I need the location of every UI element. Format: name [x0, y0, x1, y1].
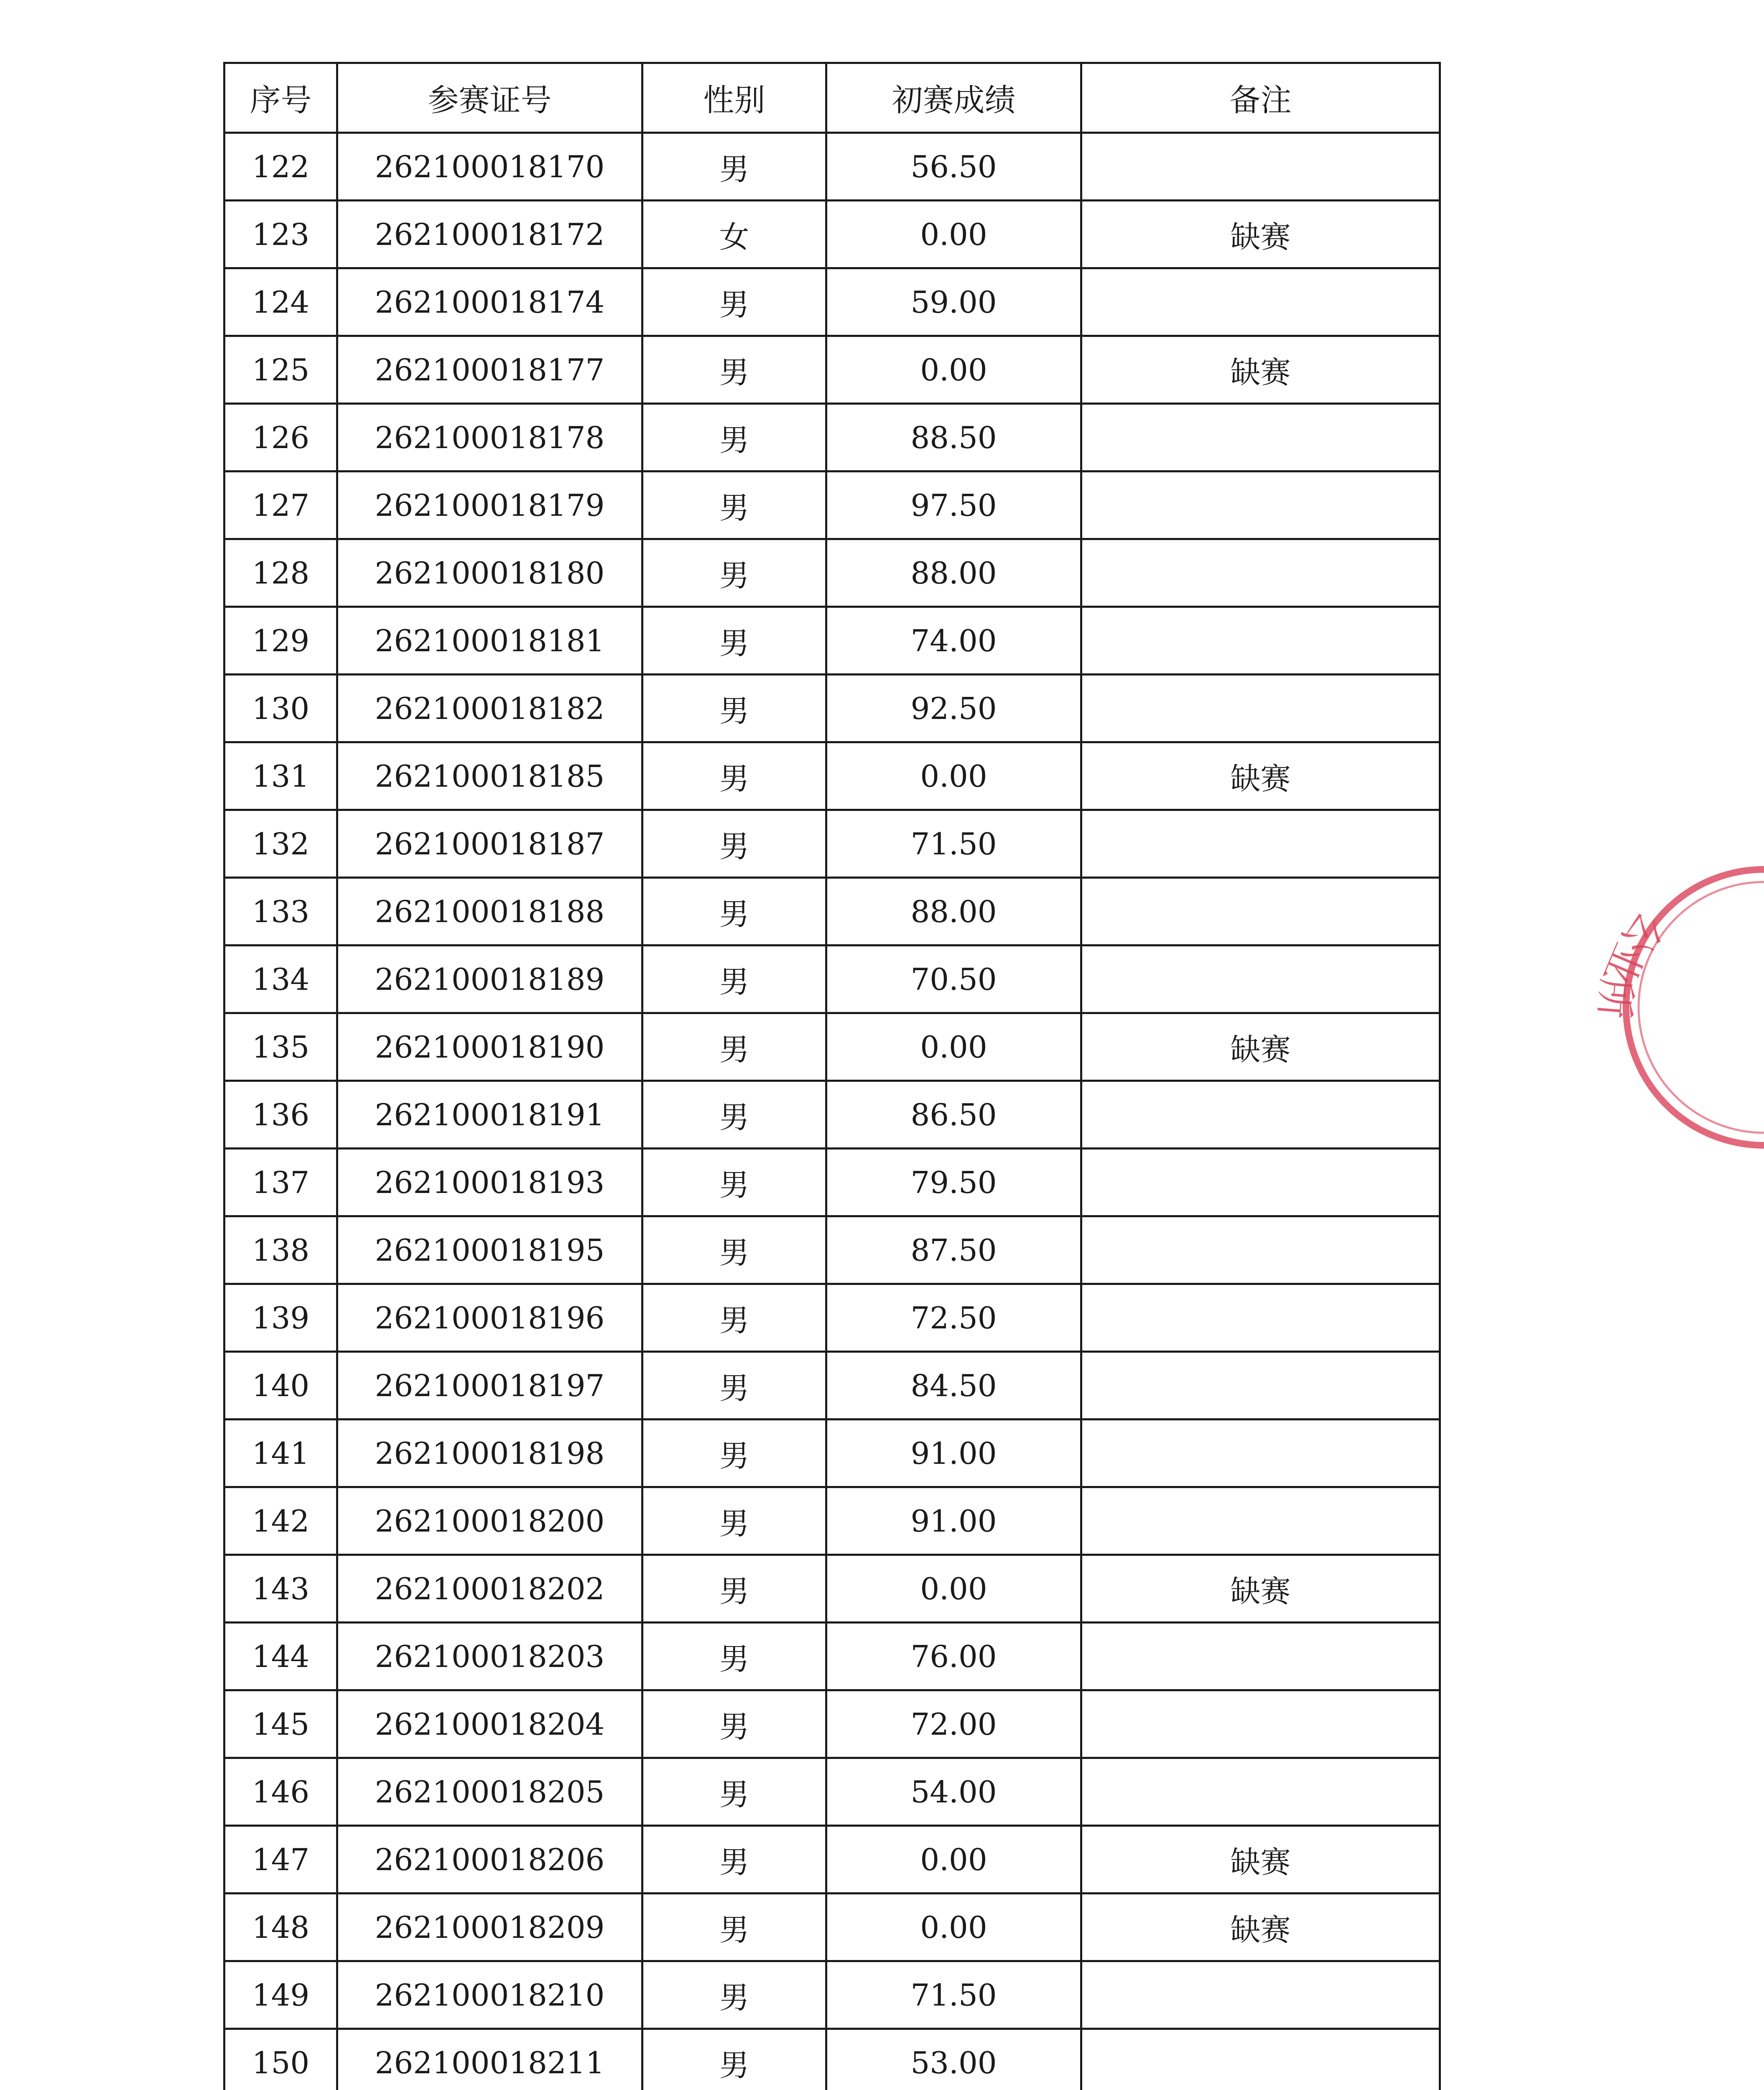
cell-index: 128: [224, 539, 337, 607]
cell-remarks: [1081, 1216, 1440, 1284]
cell-entry-number: 262100018210: [337, 1961, 642, 2029]
cell-gender: 男: [642, 742, 826, 810]
cell-index: 126: [224, 404, 337, 472]
table-row: [224, 675, 1440, 742]
cell-gender: 男: [642, 1487, 826, 1555]
cell-remarks: [1081, 675, 1440, 742]
cell-index: 125: [224, 336, 337, 404]
cell-remarks: 缺赛: [1081, 1555, 1440, 1623]
table-header-row: [224, 63, 1440, 133]
table-row: [224, 201, 1440, 268]
cell-gender: 男: [642, 946, 826, 1013]
cell-index: 140: [224, 1352, 337, 1420]
cell-entry-number: 262100018202: [337, 1555, 642, 1623]
cell-index: 148: [224, 1894, 337, 1961]
header-preliminary-score: 初赛成绩: [826, 63, 1081, 133]
cell-remarks: [1081, 1758, 1440, 1826]
cell-gender: 男: [642, 1826, 826, 1894]
cell-preliminary-score: 71.50: [826, 810, 1081, 878]
cell-preliminary-score: 91.00: [826, 1487, 1081, 1555]
official-seal: [1588, 832, 1764, 1183]
cell-gender: 男: [642, 133, 826, 201]
cell-gender: 男: [642, 810, 826, 878]
cell-gender: 男: [642, 472, 826, 539]
cell-index: 137: [224, 1149, 337, 1216]
cell-gender: 男: [642, 1961, 826, 2029]
cell-gender: 男: [642, 336, 826, 404]
cell-remarks: [1081, 810, 1440, 878]
cell-preliminary-score: 87.50: [826, 1216, 1081, 1284]
cell-entry-number: 262100018209: [337, 1894, 642, 1961]
cell-remarks: 缺赛: [1081, 1826, 1440, 1894]
cell-remarks: [1081, 404, 1440, 472]
cell-gender: 男: [642, 1894, 826, 1961]
cell-entry-number: 262100018203: [337, 1623, 642, 1690]
cell-gender: 男: [642, 1013, 826, 1081]
cell-index: 133: [224, 878, 337, 946]
table-row: [224, 1013, 1440, 1081]
cell-gender: 男: [642, 878, 826, 946]
cell-entry-number: 262100018211: [337, 2029, 642, 2090]
cell-preliminary-score: 0.00: [826, 1555, 1081, 1623]
table-row: [224, 1826, 1440, 1894]
cell-entry-number: 262100018180: [337, 539, 642, 607]
cell-entry-number: 262100018197: [337, 1352, 642, 1420]
cell-remarks: [1081, 607, 1440, 675]
cell-remarks: [1081, 1487, 1440, 1555]
table-row: [224, 1690, 1440, 1758]
cell-preliminary-score: 88.00: [826, 878, 1081, 946]
cell-gender: 男: [642, 404, 826, 472]
cell-index: 143: [224, 1555, 337, 1623]
cell-remarks: 缺赛: [1081, 1013, 1440, 1081]
cell-entry-number: 262100018170: [337, 133, 642, 201]
cell-remarks: [1081, 472, 1440, 539]
cell-index: 123: [224, 201, 337, 268]
cell-index: 141: [224, 1420, 337, 1487]
cell-index: 136: [224, 1081, 337, 1149]
table-row: [224, 1555, 1440, 1623]
cell-preliminary-score: 0.00: [826, 336, 1081, 404]
cell-preliminary-score: 0.00: [826, 1826, 1081, 1894]
cell-remarks: 缺赛: [1081, 201, 1440, 268]
cell-index: 144: [224, 1623, 337, 1690]
cell-gender: 男: [642, 1690, 826, 1758]
cell-preliminary-score: 91.00: [826, 1420, 1081, 1487]
cell-remarks: [1081, 1149, 1440, 1216]
table-row: [224, 1487, 1440, 1555]
table-row: [224, 133, 1440, 201]
header-entry-number: 参赛证号: [337, 63, 642, 133]
cell-preliminary-score: 59.00: [826, 268, 1081, 336]
cell-remarks: [1081, 1961, 1440, 2029]
table-row: [224, 1894, 1440, 1961]
cell-index: 139: [224, 1284, 337, 1352]
cell-preliminary-score: 92.50: [826, 675, 1081, 742]
cell-entry-number: 262100018177: [337, 336, 642, 404]
cell-gender: 男: [642, 268, 826, 336]
cell-remarks: [1081, 946, 1440, 1013]
cell-entry-number: 262100018196: [337, 1284, 642, 1352]
cell-gender: 男: [642, 1758, 826, 1826]
table-row: [224, 1216, 1440, 1284]
table-row: [224, 2029, 1440, 2090]
table-row: [224, 1420, 1440, 1487]
cell-remarks: [1081, 1081, 1440, 1149]
table-row: [224, 1961, 1440, 2029]
cell-entry-number: 262100018190: [337, 1013, 642, 1081]
cell-gender: 男: [642, 1623, 826, 1690]
cell-preliminary-score: 74.00: [826, 607, 1081, 675]
cell-preliminary-score: 72.00: [826, 1690, 1081, 1758]
cell-index: 138: [224, 1216, 337, 1284]
seal-text-path: 公业所: [1590, 903, 1673, 1021]
cell-index: 127: [224, 472, 337, 539]
cell-remarks: [1081, 539, 1440, 607]
cell-index: 134: [224, 946, 337, 1013]
cell-entry-number: 262100018187: [337, 810, 642, 878]
table-row: [224, 1623, 1440, 1690]
cell-preliminary-score: 56.50: [826, 133, 1081, 201]
cell-gender: 男: [642, 539, 826, 607]
cell-index: 149: [224, 1961, 337, 2029]
table-row: [224, 810, 1440, 878]
cell-remarks: 缺赛: [1081, 336, 1440, 404]
cell-remarks: [1081, 268, 1440, 336]
cell-index: 147: [224, 1826, 337, 1894]
cell-preliminary-score: 76.00: [826, 1623, 1081, 1690]
cell-index: 129: [224, 607, 337, 675]
cell-preliminary-score: 0.00: [826, 201, 1081, 268]
cell-index: 131: [224, 742, 337, 810]
cell-preliminary-score: 88.50: [826, 404, 1081, 472]
cell-preliminary-score: 72.50: [826, 1284, 1081, 1352]
table-row: [224, 742, 1440, 810]
table-row: [224, 946, 1440, 1013]
table-row: [224, 268, 1440, 336]
cell-gender: 男: [642, 1149, 826, 1216]
cell-entry-number: 262100018193: [337, 1149, 642, 1216]
table-row: [224, 404, 1440, 472]
table-row: [224, 607, 1440, 675]
cell-entry-number: 262100018172: [337, 201, 642, 268]
cell-entry-number: 262100018206: [337, 1826, 642, 1894]
cell-preliminary-score: 0.00: [826, 1894, 1081, 1961]
cell-preliminary-score: 79.50: [826, 1149, 1081, 1216]
table-row: [224, 1352, 1440, 1420]
cell-preliminary-score: 53.00: [826, 2029, 1081, 2090]
cell-remarks: [1081, 1420, 1440, 1487]
table-row: [224, 472, 1440, 539]
cell-preliminary-score: 0.00: [826, 742, 1081, 810]
cell-entry-number: 262100018195: [337, 1216, 642, 1284]
cell-remarks: [1081, 878, 1440, 946]
cell-entry-number: 262100018189: [337, 946, 642, 1013]
header-remarks: 备注: [1081, 63, 1440, 133]
cell-gender: 男: [642, 1420, 826, 1487]
score-table: [223, 62, 1441, 2090]
cell-gender: 男: [642, 1216, 826, 1284]
table-row: [224, 336, 1440, 404]
cell-preliminary-score: 71.50: [826, 1961, 1081, 2029]
header-gender: 性别: [642, 63, 826, 133]
cell-entry-number: 262100018205: [337, 1758, 642, 1826]
cell-entry-number: 262100018204: [337, 1690, 642, 1758]
table-row: [224, 1149, 1440, 1216]
cell-preliminary-score: 84.50: [826, 1352, 1081, 1420]
cell-index: 142: [224, 1487, 337, 1555]
cell-index: 146: [224, 1758, 337, 1826]
cell-gender: 男: [642, 1555, 826, 1623]
cell-remarks: [1081, 133, 1440, 201]
cell-remarks: 缺赛: [1081, 1894, 1440, 1961]
cell-gender: 男: [642, 675, 826, 742]
cell-entry-number: 262100018198: [337, 1420, 642, 1487]
cell-preliminary-score: 54.00: [826, 1758, 1081, 1826]
cell-gender: 女: [642, 201, 826, 268]
cell-gender: 男: [642, 1352, 826, 1420]
table-row: [224, 1758, 1440, 1826]
cell-entry-number: 262100018200: [337, 1487, 642, 1555]
table-row: [224, 539, 1440, 607]
cell-remarks: [1081, 1284, 1440, 1352]
cell-entry-number: 262100018181: [337, 607, 642, 675]
cell-index: 124: [224, 268, 337, 336]
cell-remarks: [1081, 2029, 1440, 2090]
header-index: 序号: [224, 63, 337, 133]
cell-entry-number: 262100018174: [337, 268, 642, 336]
cell-gender: 男: [642, 607, 826, 675]
cell-gender: 男: [642, 2029, 826, 2090]
table-body: [224, 133, 1440, 2090]
seal-ring: [1626, 869, 1764, 1145]
cell-gender: 男: [642, 1284, 826, 1352]
cell-remarks: [1081, 1690, 1440, 1758]
cell-index: 122: [224, 133, 337, 201]
cell-gender: 男: [642, 1081, 826, 1149]
cell-entry-number: 262100018182: [337, 675, 642, 742]
cell-index: 150: [224, 2029, 337, 2090]
cell-entry-number: 262100018178: [337, 404, 642, 472]
table-row: [224, 1081, 1440, 1149]
cell-remarks: 缺赛: [1081, 742, 1440, 810]
cell-remarks: [1081, 1352, 1440, 1420]
cell-entry-number: 262100018185: [337, 742, 642, 810]
cell-index: 132: [224, 810, 337, 878]
cell-index: 145: [224, 1690, 337, 1758]
cell-index: 135: [224, 1013, 337, 1081]
cell-entry-number: 262100018191: [337, 1081, 642, 1149]
cell-preliminary-score: 88.00: [826, 539, 1081, 607]
cell-entry-number: 262100018179: [337, 472, 642, 539]
cell-preliminary-score: 70.50: [826, 946, 1081, 1013]
cell-remarks: [1081, 1623, 1440, 1690]
cell-entry-number: 262100018188: [337, 878, 642, 946]
cell-preliminary-score: 0.00: [826, 1013, 1081, 1081]
table-row: [224, 1284, 1440, 1352]
cell-preliminary-score: 86.50: [826, 1081, 1081, 1149]
cell-index: 130: [224, 675, 337, 742]
table-row: [224, 878, 1440, 946]
cell-preliminary-score: 97.50: [826, 472, 1081, 539]
